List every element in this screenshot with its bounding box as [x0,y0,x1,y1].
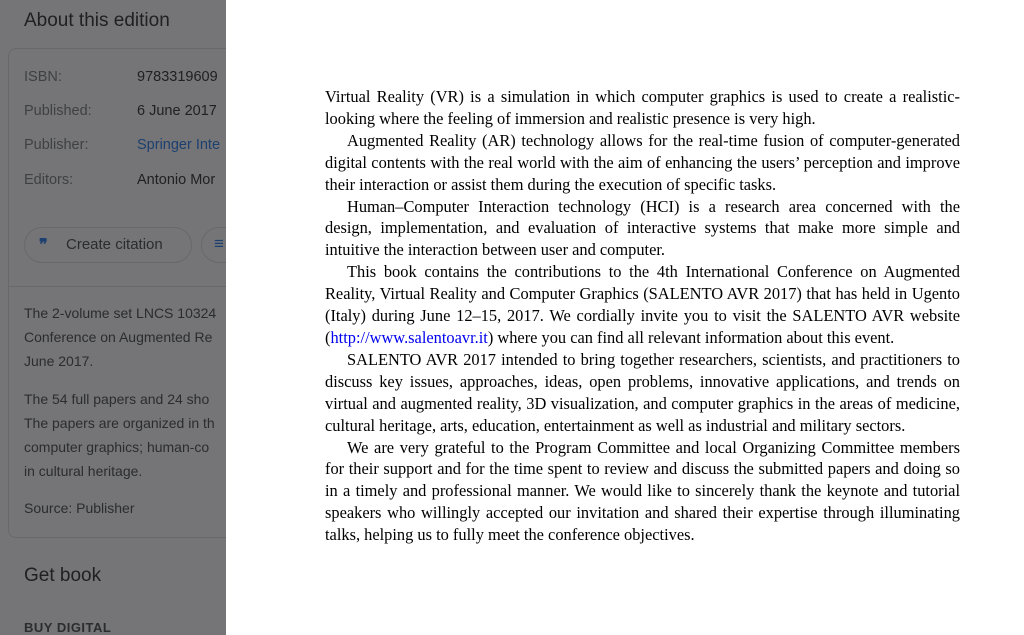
preface-text [325,86,960,546]
preface-paragraph: We are very grateful to the Program Committee and local Organizing Committee members for their support and for the time spent to review and discuss the submitted papers and doing so in a timely and professional manner. We would like to sincerely thank the keynote and tutorial speakers who willingly accepted our invitation and shared their expertise through illuminating talks, helping us to fully meet the conference objectives. [325,437,960,545]
salentoavr-website-link[interactable]: http://www.salentoavr.it [330,327,488,347]
preface-text-span: ) where you can find all relevant information about this event. [487,327,895,347]
preface-paragraph: Augmented Reality (AR) technology allows for the real-time fusion of computer-generated digital contents with the real world with the aim of enhancing the users’ perception and improve their interaction or assist them during the execution of specific tasks. [325,130,960,194]
preface-paragraph: Human–Computer Interaction technology (HCI) is a research area concerned with the design, implementation, and evaluation of interactive systems that make more simple and intuitive the interaction between user and computer. [325,196,960,260]
preface-paragraph: SALENTO AVR 2017 intended to bring together researchers, scientists, and practitioners to discuss key issues, approaches, ideas, open problems, innovative applications, and trends on virtual and augmented reality, 3D visualization, and computer graphics in the areas of medicine, cultural heritage, arts, education, entertainment as well as industrial and military sectors. [325,349,960,435]
preface-text-span: This book contains the contributions to the 4th International Conference on Augmented Reality, Virtual Reality and Computer Graphics (SALENTO AVR 2017) that has held in Ugento (Italy) during June 12–15, 2017. We cordially invite you to visit the SALENTO AVR website ( [325,262,960,347]
preface-paragraph: Virtual Reality (VR) is a simulation in which computer graphics is used to create a realistic-looking where the feeling of immersion and realistic presence is very high. [325,87,960,128]
preface-paragraph [325,261,960,349]
book-page-viewer[interactable] [226,0,1024,635]
book-info-panel [0,0,226,635]
modal-scrim[interactable] [0,0,226,635]
